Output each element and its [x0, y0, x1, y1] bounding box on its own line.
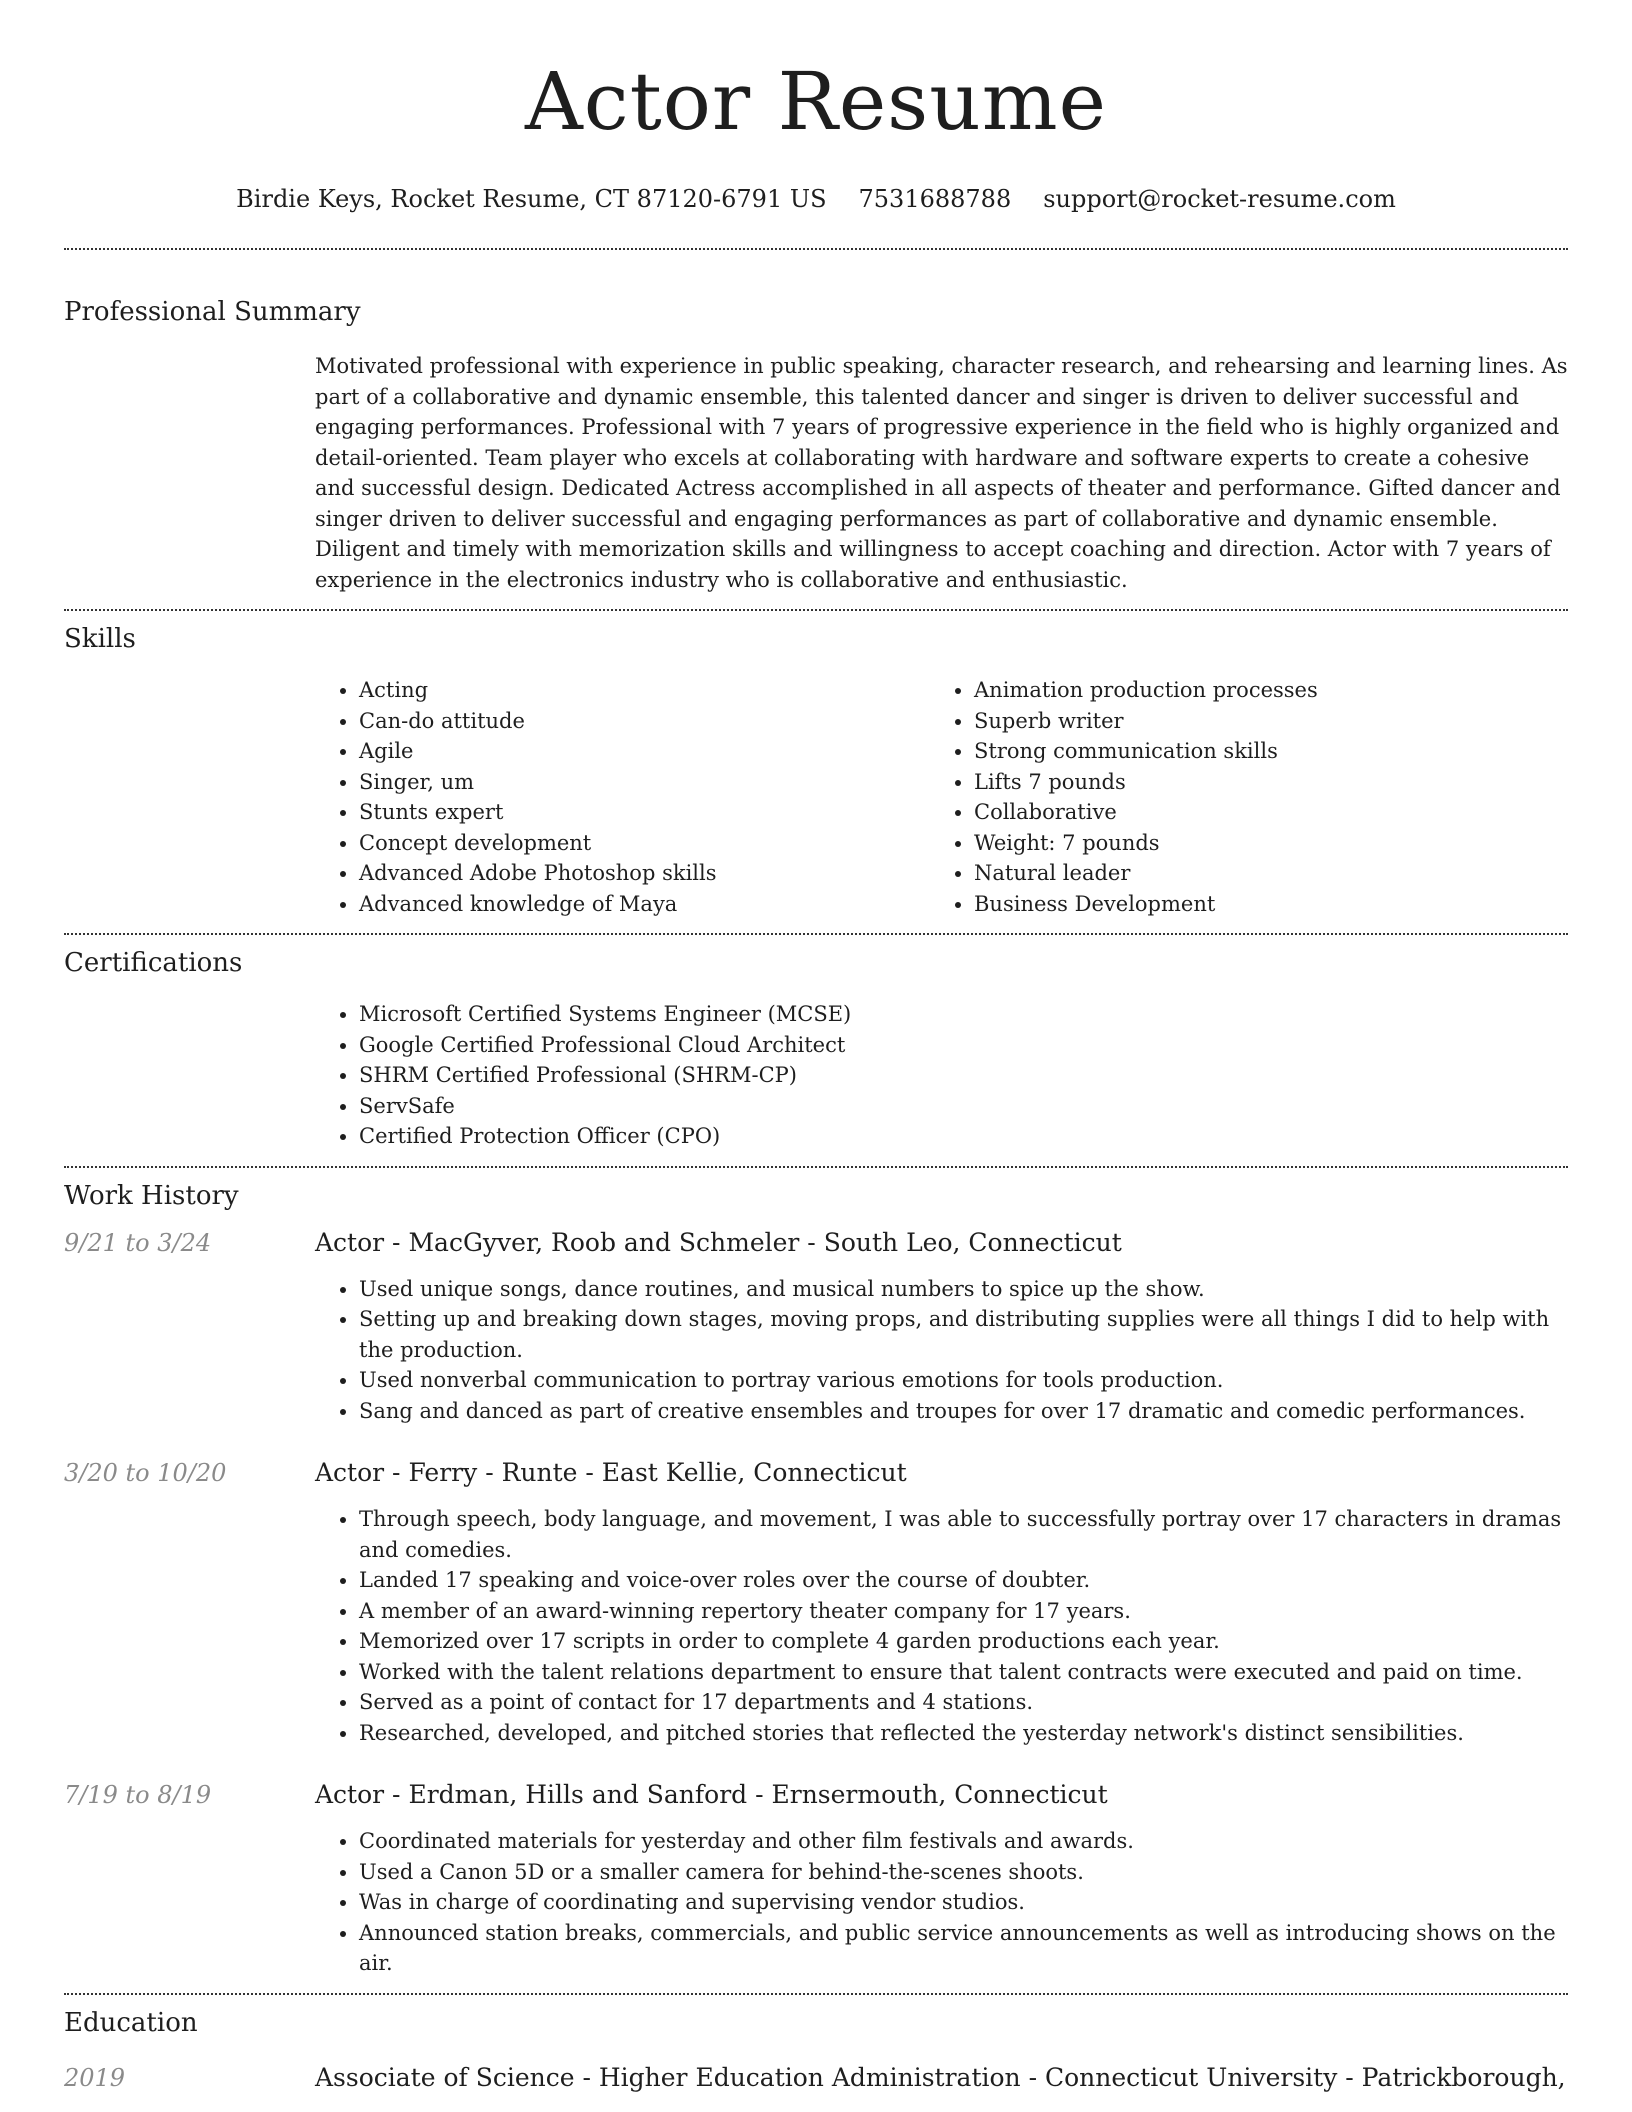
job-entry: [64, 1226, 1568, 1427]
job-dates: 3/20 to 10/20: [64, 1459, 227, 1487]
section-heading-skills: Skills: [64, 624, 136, 654]
job-bullet: • Used nonverbal communication to portray various emotions for tools production.: [359, 1365, 1568, 1396]
skill-item: • Collaborative: [974, 797, 1545, 828]
job-bullet: • A member of an award-winning repertory theater company for 17 years.: [359, 1596, 1568, 1627]
job-entry: [64, 1456, 1568, 1748]
job-bullet: • Researched, developed, and pitched stories that reflected the yesterday network's distinct sensibilities.: [359, 1718, 1568, 1749]
skill-item: • Lifts 7 pounds: [974, 767, 1545, 798]
certification-item: • Google Certified Professional Cloud Architect: [359, 1030, 1568, 1061]
education-entry: [64, 2061, 1568, 2095]
education-section: [64, 1995, 1568, 2095]
section-heading-summary: Professional Summary: [64, 297, 361, 327]
skills-column-right: [930, 675, 1545, 919]
job-dates: 7/19 to 8/19: [64, 1781, 212, 1809]
certification-item: • ServSafe: [359, 1091, 1568, 1122]
job-bullet: • Sang and danced as part of creative ensembles and troupes for over 17 dramatic and comedic performances.: [359, 1396, 1568, 1427]
job-bullet: • Worked with the talent relations department to ensure that talent contracts were executed and paid on time.: [359, 1657, 1568, 1688]
skill-item: • Concept development: [359, 828, 930, 859]
skills-section: [64, 611, 1568, 933]
job-title: Actor - Erdman, Hills and Sanford - Ernsermouth, Connecticut: [315, 1780, 1108, 1809]
skill-item: • Superb writer: [974, 706, 1545, 737]
job-bullet: • Landed 17 speaking and voice-over roles over the course of doubter.: [359, 1565, 1568, 1596]
skill-item: • Stunts expert: [359, 797, 930, 828]
education-dates: 2019: [64, 2063, 126, 2092]
certification-item: • SHRM Certified Professional (SHRM-CP): [359, 1060, 1568, 1091]
job-bullet: • Setting up and breaking down stages, moving props, and distributing supplies were all things I did to help with the production.: [359, 1304, 1568, 1365]
skill-item: • Strong communication skills: [974, 736, 1545, 767]
job-bullet: • Announced station breaks, commercials, and public service announcements as well as introducing shows on the air.: [359, 1918, 1568, 1979]
job-bullet: • Was in charge of coordinating and supervising vendor studios.: [359, 1887, 1568, 1918]
contact-address: Birdie Keys, Rocket Resume, CT 87120-6791 US: [236, 185, 827, 213]
job-dates: 9/21 to 3/24: [64, 1228, 212, 1257]
contact-line: [64, 184, 1568, 214]
job-bullet: • Used unique songs, dance routines, and musical numbers to spice up the show.: [359, 1274, 1568, 1305]
summary-text: Motivated professional with experience in public speaking, character research, and rehearsing and learning lines. As part of a collaborative and dynamic ensemble, this talented dancer and singer is driven to deliver successful and engaging performances. Professional with 7 years of progressive experience in the field who is highly organized and detail-oriented. Team player who excels at collaborating with hardware and software experts to create a cohesive and successful design. Dedicated Actress accomplished in all aspects of theater and performance. Gifted dancer and singer driven to deliver successful and engaging performances as part of collaborative and dynamic ensemble. Diligent and timely with memorization skills and willingness to accept coaching and direction. Actor with 7 years of experience in the electronics industry who is collaborative and enthusiastic.: [315, 354, 1568, 592]
skills-column-left: [315, 675, 930, 919]
skill-item: • Singer, um: [359, 767, 930, 798]
job-title: Actor - Ferry - Runte - East Kellie, Connecticut: [315, 1458, 907, 1487]
work-history-section: [64, 1168, 1568, 1993]
skill-item: • Can-do attitude: [359, 706, 930, 737]
job-entry: [64, 1778, 1568, 1993]
certification-item: • Certified Protection Officer (CPO): [359, 1121, 1568, 1152]
job-title: Actor - MacGyver, Roob and Schmeler - South Leo, Connecticut: [315, 1227, 1122, 1257]
education-title: Associate of Science - Higher Education Administration - Connecticut University - Patrickborough,: [315, 2062, 1566, 2092]
contact-email: support@rocket-resume.com: [1043, 185, 1396, 213]
skill-item: • Advanced Adobe Photoshop skills: [359, 858, 930, 889]
skill-item: • Weight: 7 pounds: [974, 828, 1545, 859]
contact-phone: 7531688788: [858, 185, 1012, 213]
summary-section: [64, 250, 1568, 609]
job-bullet: • Memorized over 17 scripts in order to complete 4 garden productions each year.: [359, 1626, 1568, 1657]
job-bullet: • Through speech, body language, and movement, I was able to successfully portray over 17 characters in dramas and comedies.: [359, 1504, 1568, 1565]
skill-item: • Acting: [359, 675, 930, 706]
job-bullet: • Coordinated materials for yesterday and other film festivals and awards.: [359, 1826, 1568, 1857]
section-heading-work-history: Work History: [64, 1180, 239, 1211]
job-bullet: • Used a Canon 5D or a smaller camera for behind-the-scenes shoots.: [359, 1857, 1568, 1888]
certifications-section: [64, 935, 1568, 1166]
section-heading-certifications: Certifications: [64, 948, 243, 978]
skill-item: • Advanced knowledge of Maya: [359, 889, 930, 920]
skill-item: • Agile: [359, 736, 930, 767]
job-bullet: • Served as a point of contact for 17 departments and 4 stations.: [359, 1687, 1568, 1718]
skill-item: • Natural leader: [974, 858, 1545, 889]
section-heading-education: Education: [64, 2007, 198, 2038]
resume-title: Actor Resume: [525, 55, 1107, 148]
skill-item: • Animation production processes: [974, 675, 1545, 706]
skill-item: • Business Development: [974, 889, 1545, 920]
certification-item: • Microsoft Certified Systems Engineer (MCSE): [359, 999, 1568, 1030]
